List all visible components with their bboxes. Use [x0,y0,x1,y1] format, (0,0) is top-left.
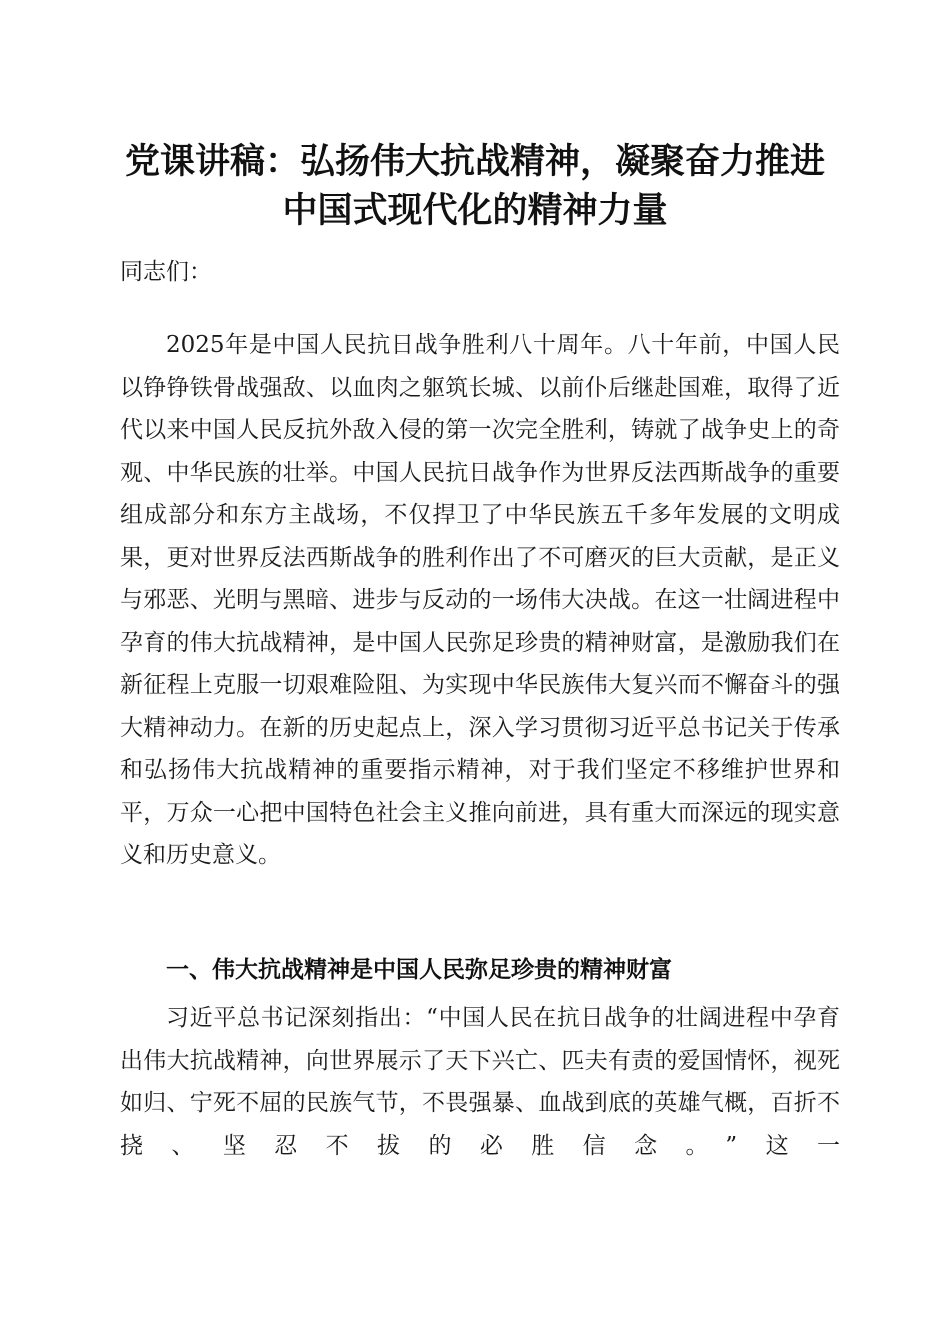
document-title-line-1: 党课讲稿：弘扬伟大抗战精神，凝聚奋力推进 [124,141,825,182]
paragraph-2 [120,997,840,1167]
paragraph-2-text: 习近平总书记深刻指出：“中国人民在抗日战争的壮阔进程中孕育出伟大抗战精神，向世界展示了天下兴亡、匹夫有责的爱国情怀，视死如归、宁死不屈的民族气节，不畏强暴、血战到底的英雄气概，百折不挠、坚忍不拔的必胜信念。”这一 [120,1005,840,1159]
document-title-line-2: 中国式现代化的精神力量 [282,190,668,231]
section-heading-1: 一、伟大抗战精神是中国人民弥足珍贵的精神财富 [166,957,672,983]
paragraph-1-text: 2025年是中国人民抗日战争胜利八十周年。八十年前，中国人民以铮铮铁骨战强敌、以血肉之躯筑长城、以前仆后继赴国难，取得了近代以来中国人民反抗外敌入侵的第一次完全胜利，铸就了战争史上的奇观、中华民族的壮举。中国人民抗日战争作为世界反法西斯战争的重要组成部分和东方主战场，不仅捍卫了中华民族五千多年发展的文明成果，更对世界反法西斯战争的胜利作出了不可磨灭的巨大贡献，是正义与邪恶、光明与黑暗、进步与反动的一场伟大决战。在这一壮阔进程中孕育的伟大抗战精神，是中国人民弥足珍贵的精神财富，是激励我们在新征程上克服一切艰难险阻、为实现中华民族伟大复兴而不懈奋斗的强大精神动力。在新的历史起点上，深入学习贯彻习近平总书记关于传承和弘扬伟大抗战精神的重要指示精神，对于我们坚定不移维护世界和平，万众一心把中国特色社会主义推向前进，具有重大而深远的现实意义和历史意义。 [120,332,840,868]
salutation: 同志们： [120,259,212,285]
paragraph-1 [120,324,840,877]
